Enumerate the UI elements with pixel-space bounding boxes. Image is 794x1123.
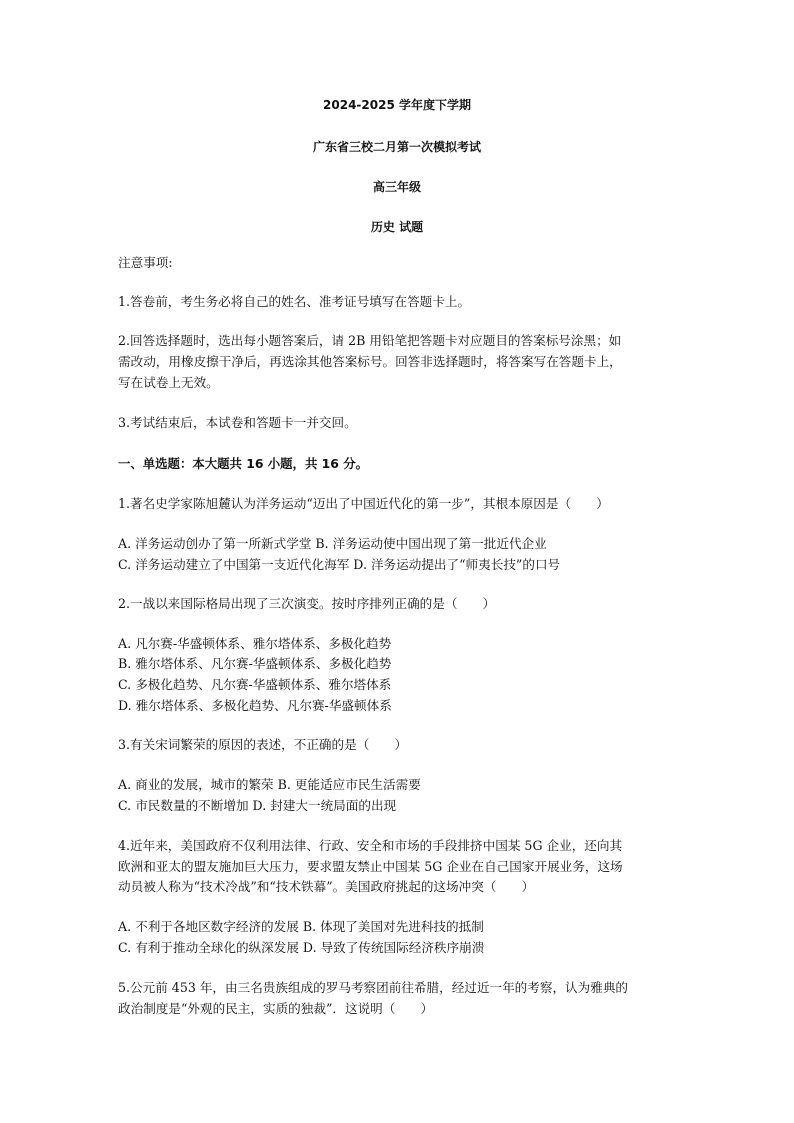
notice-item-2-line-3: 写在试卷上无效。 [118, 375, 219, 390]
section-heading: 一、单选题：本大题共 16 小题，共 16 分。 [118, 456, 368, 471]
q2-option-b: B. 雅尔塔体系、凡尔赛-华盛顿体系、多极化趋势 [118, 656, 392, 671]
notice-item-2-line-1: 2.回答选择题时，选出每小题答案后，请 2B 用铅笔把答题卡对应题目的答案标号涂黑；如 [118, 333, 622, 348]
q2-option-d: D. 雅尔塔体系、多极化趋势、凡尔赛-华盛顿体系 [118, 698, 392, 713]
header-subject: 历史 试题 [370, 220, 424, 234]
q3-options-ab: A. 商业的发展，城市的繁荣 B. 更能适应市民生活需要 [118, 777, 421, 792]
q5-stem-line-2: 政治制度是“外观的民主，实质的独裁”．这说明（ ） [118, 1001, 434, 1016]
header-exam-title: 广东省三校二月第一次模拟考试 [312, 140, 481, 154]
q4-options-cd: C. 有利于推动全球化的纵深发展 D. 导致了传统国际经济秩序崩溃 [118, 940, 485, 955]
q4-stem-line-2: 欧洲和亚太的盟友施加巨大压力，要求盟友禁止中国某 5G 企业在自己国家开展业务，这场 [118, 859, 623, 874]
header-grade: 高三年级 [372, 180, 421, 194]
q2-stem: 2.一战以来国际格局出现了三次演变。按时序排列正确的是（ ） [118, 596, 496, 611]
q3-options-cd: C. 市民数量的不断增加 D. 封建大一统局面的出现 [118, 798, 397, 813]
q2-option-c: C. 多极化趋势、凡尔赛-华盛顿体系、雅尔塔体系 [118, 677, 392, 692]
q1-stem: 1.著名史学家陈旭麓认为洋务运动“迈出了中国近代化的第一步”，其根本原因是（ ） [118, 496, 609, 511]
q4-options-ab: A. 不利于各地区数字经济的发展 B. 体现了美国对先进科技的抵制 [118, 919, 484, 934]
notice-item-1: 1.答卷前，考生务必将自己的姓名、准考证号填写在答题卡上。 [118, 294, 471, 309]
notice-item-2-line-2: 需改动，用橡皮擦干净后，再选涂其他答案标号。回答非选择题时，将答案写在答题卡上， [118, 354, 622, 369]
q4-stem-line-1: 4.近年来，美国政府不仅利用法律、行政、安全和市场的手段排挤中国某 5G 企业，还向其 [118, 838, 623, 853]
q2-option-a: A. 凡尔赛-华盛顿体系、雅尔塔体系、多极化趋势 [118, 636, 392, 651]
notice-title: 注意事项: [118, 255, 173, 270]
notice-item-3: 3.考试结束后，本试卷和答题卡一并交回。 [118, 415, 357, 430]
q4-stem-line-3: 动员被人称为“技术冷战”和“技术铁幕”。美国政府挑起的这场冲突（ ） [118, 879, 535, 894]
q5-stem-line-1: 5.公元前 453 年，由三名贵族组成的罗马考察团前往希腊，经过近一年的考察，认为雅典的 [118, 980, 629, 995]
q1-options-ab: A. 洋务运动创办了第一所新式学堂 B. 洋务运动使中国出现了第一批近代企业 [118, 536, 547, 551]
q1-options-cd: C. 洋务运动建立了中国第一支近代化海军 D. 洋务运动提出了“师夷长技”的口号 [118, 557, 561, 572]
q3-stem: 3.有关宋词繁荣的原因的表述，不正确的是（ ） [118, 737, 408, 752]
header-year: 2024-2025 学年度下学期 [323, 98, 471, 112]
